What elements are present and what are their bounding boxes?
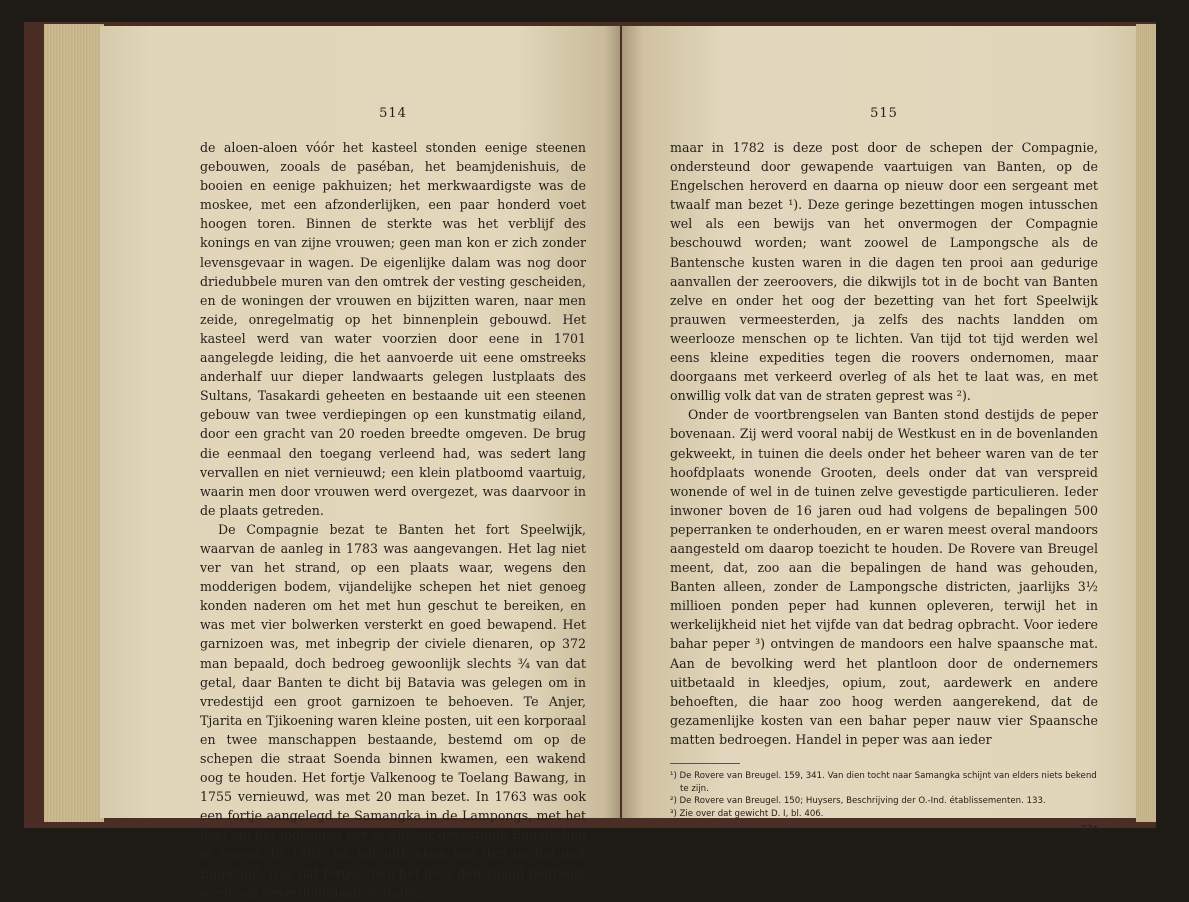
footnote: ³) Zie over dat gewicht D. I, bl. 406. [670,808,824,819]
right-page-text [670,138,1098,749]
paragraph: maar in 1782 is deze post door de schepen der Compagnie, ondersteund door gewapende vaartuigen van Banten, op de Engelschen heroverd en daarna op nieuw door een sergeant met twaalf man bezet ¹). Deze geringe bezettingen mogen intusschen wel als een bewijs van het onvermogen der Compagnie beschouwd worden; want zoowel de Lampongsche als de Bantensche kusten waren in die dagen ten prooi aan gedurige aanvallen der zeeroovers, die dikwijls tot in de bocht van Banten zelve en onder het oog der bezetting van het fort Speelwijk prauwen vermeesterden, ja zelfs des nachts landden om weerlooze menschen op te lichten. Van tijd tot tijd werden wel eens kleine expedities tegen die roovers ondernomen, maar doorgaans met verkeerd overleg of als het te laat was, en met onwillig volk dat van de straten geprest was ²). [670,140,1098,404]
footnote: ¹) De Rovere van Breugel. 159, 341. Van dien tocht naar Samangka schijnt van elders niets bekend te zijn. [670,771,1097,794]
signature-mark: 33* [1080,824,1098,835]
paragraph: Onder de voortbrengselen van Banten stond destijds de peper bovenaan. Zij werd vooral nabij de Westkust en in de bovenlanden gekweekt, in tuinen die deels onder het beheer waren van de ter hoofdplaats wonende Grooten, deels onder dat van verspreid wonende of wel in de tuinen zelve gevestigde particulieren. Ieder inwoner boven de 16 jaren oud had volgens de bepalingen 500 peperranken te onderhouden, en er waren meest overal mandoors aangesteld om daarop toezicht te houden. De Rovere van Breugel meent, dat, zoo aan die bepalingen de hand was gehouden, Banten alleen, zonder de Lampongsche districten, jaarlijks 3½ millioen ponden peper had kunnen opleveren, terwijl het in werkelijkheid niet het vijfde van dat bedrag opbracht. Voor iedere bahar peper ³) ontvingen de mandoors een halve spaansche mat. Aan de bevolking werd het plantloon door de ondernemers uitbetaald in kleedjes, opium, zout, aardewerk en andere behoeften, die haar zoo hoog werden aangerekend, dat de gezamenlijke kosten van een bahar peper nauw vier Spaansche matten bedroegen. Handel in peper was aan ieder [670,407,1098,747]
left-page-text [200,138,586,902]
page-number-left: 514 [379,106,407,121]
paragraph: de aloen-aloen vóór het kasteel stonden eenige steenen gebouwen, zooals de paséban, het beamjdenishuis, de booien en eenige pakhuizen; het merkwaardigste was de moskee, met een afzonderlijken, een paar honderd voet hoogen toren. Binnen de sterkte was het verblijf des konings en van zijne vrouwen; geen man kon er zich zonder levensgevaar in wagen. De eigenlijke dalam was nog door driedubbele muren van den omtrek der vesting gescheiden, en de woningen der vrouwen en bijzitten waren, naar men zeide, onregelmatig op het binnenplein gebouwd. Het kasteel werd van water voorzien door eene in 1701 aangelegde leiding, die het aanvoerde uit eene omstreeks anderhalf uur dieper landwaarts gelegen lustplaats des Sultans, Tasakardi geheeten en bestaande uit een steenen gebouw van twee verdiepingen op een kunstmatig eiland, door een gracht van 20 roeden breedte omgeven. De brug die eenmaal den toegang verleend had, was sedert lang vervallen en niet vernieuwd; een klein platboomd vaartuig, waarin men door vrouwen werd overgezet, was daarvoor in de plaats getreden. [200,140,586,518]
page-edges-left [44,24,104,822]
left-page [100,26,620,900]
footnotes [670,763,1098,820]
page-edges-right [1136,24,1156,822]
right-page [622,26,1136,835]
footnote: ²) De Rovere van Breugel. 150; Huysers, Beschrijving der O.-Ind. établissementen. 133. [670,796,1046,806]
footnote-rule [670,763,740,764]
page-number-right: 515 [870,106,898,121]
paragraph: De Compagnie bezat te Banten het fort Speelwijk, waarvan de aanleg in 1783 was aangevangen. Het lag niet ver van het strand, op een plaats waar, wegens den modderigen bodem, vijandelijke schepen het niet genoeg konden naderen om het met hun geschut te bereiken, en was met vier bolwerken versterkt en goed bewapend. Het garnizoen was, met inbegrip der civiele dienaren, op 372 man bepaald, doch bedroeg gewoonlijk slechts ¾ van dat getal, daar Banten te dicht bij Batavia was gelegen om in vredestijd een groot garnizoen te behoeven. Te Anjer, Tjarita en Tjikoening waren kleine posten, uit een korporaal en twee manschappen bestaande, bestemd om op de schepen die straat Soenda binnen kwamen, een wakend oog te houden. Het fortje Valkenoog te Toelang Bawang, in 1755 vernieuwd, was met 20 man bezet. In 1763 was ook een fortje aangelegd te Samangka in de Lampongs, met het doel om het indringen der te Silebar gevestigde Engelschen te weren. In 1781, na het uitbreken van den oorlog met Engeland, was dat fortje, toen het door den vijand bedreigd werd, als onverdedigbaar verlaten; [200,521,586,900]
